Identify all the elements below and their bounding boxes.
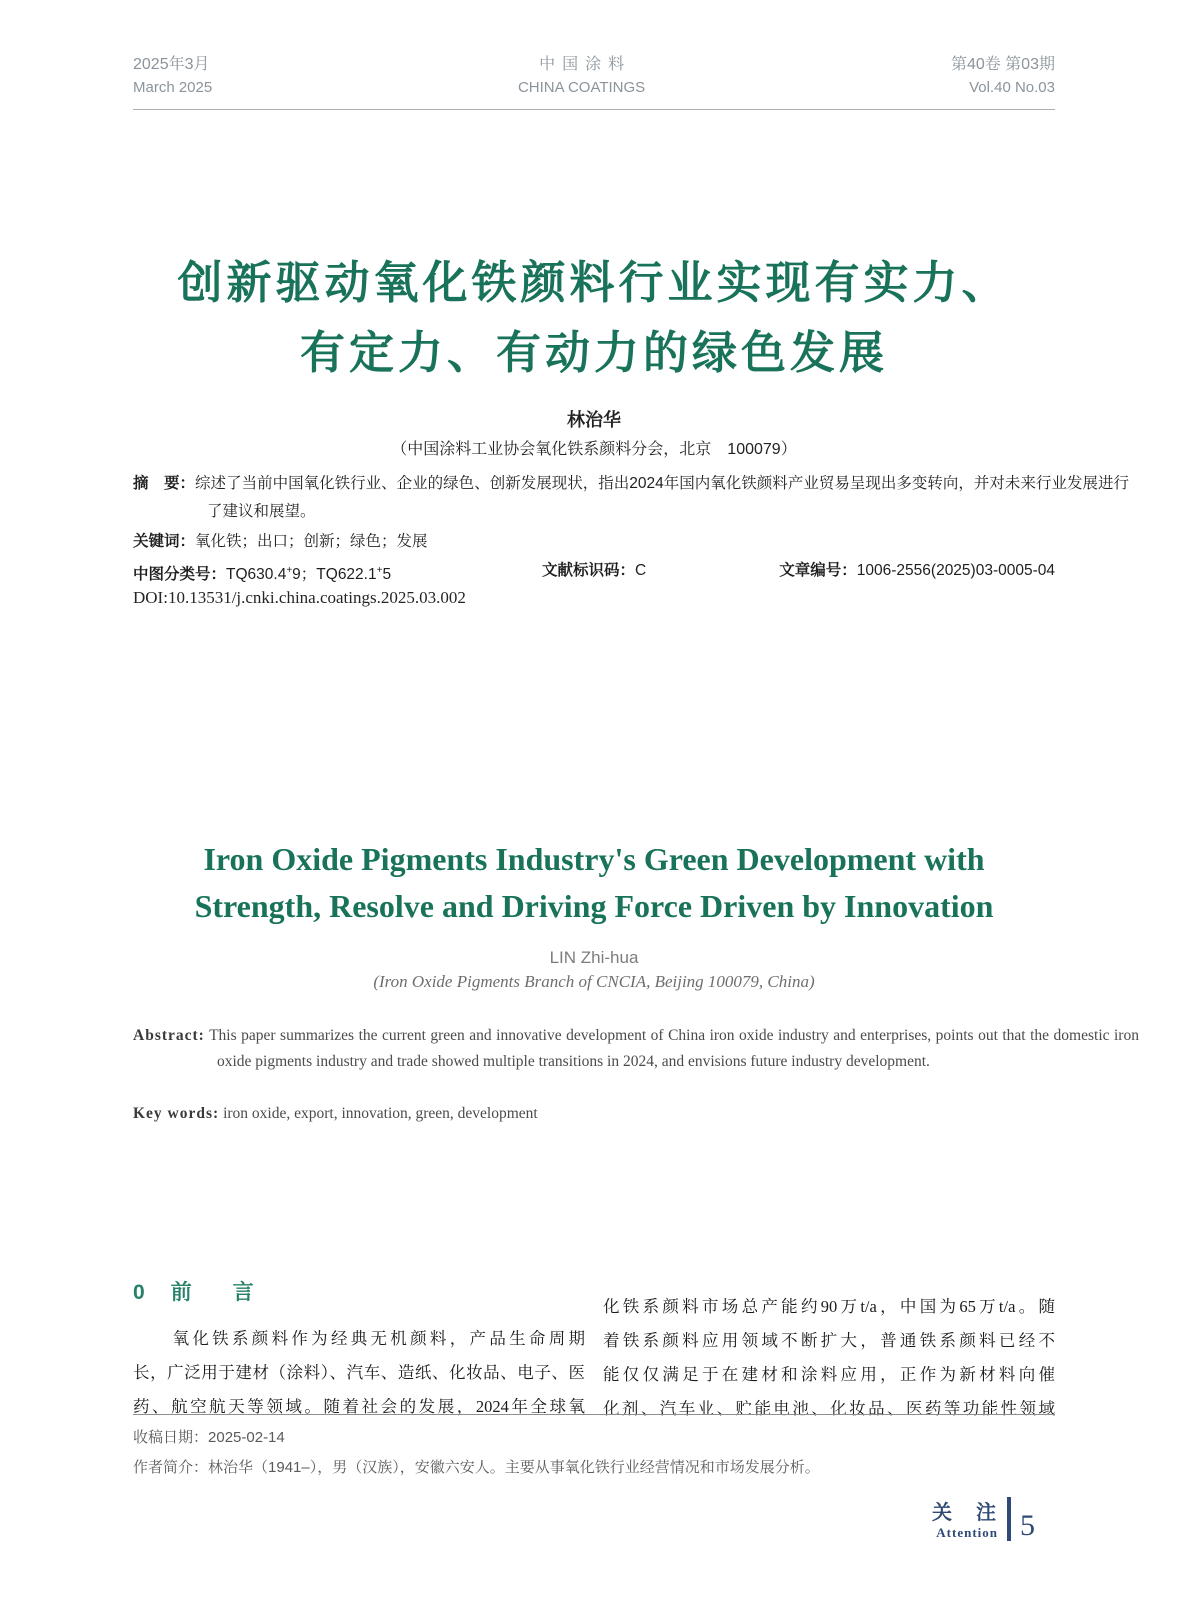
document-code-label: 文献标识码：: [542, 562, 636, 579]
article-title-en: [133, 836, 1055, 930]
keywords-en: [133, 1101, 1055, 1127]
header-date-en: March 2025: [133, 79, 213, 96]
title-en-line2: Strength, Resolve and Driving Force Driven by Innovation: [194, 888, 994, 924]
clc-sup2: +: [376, 565, 383, 576]
header-date-cn: 2025年3月: [133, 56, 210, 73]
keywords-cn-label: 关键词：: [133, 533, 196, 550]
abstract-en-text: This paper summarizes the current green and innovative development of China iron oxide industry and enterprises, points out that the domestic iron oxide pigments industry and trade showed multiple transitions in 2024, and envisions future industry development.: [209, 1027, 1139, 1070]
doi: DOI:10.13531/j.cnki.china.coatings.2025.03.002: [133, 588, 466, 607]
title-en-line1: Iron Oxide Pigments Industry's Green Development with: [203, 841, 985, 877]
document-code-value: C: [635, 562, 647, 579]
journal-header: [133, 52, 1055, 110]
page-number: 5: [1020, 1509, 1035, 1542]
author-bio-text: 林治华（1941–），男（汉族），安徽六安人。主要从事氧化铁行业经营情况和市场发展分析。: [208, 1459, 820, 1476]
page-marker-labels: [932, 1501, 998, 1541]
page-marker: [932, 1497, 1035, 1541]
affiliation-cn: （中国涂料工业协会氧化铁系颜料分会，北京 100079）: [391, 441, 797, 458]
author-name-cn: 林治华: [567, 410, 621, 430]
abstract-en: [133, 1023, 1139, 1075]
article-number-label: 文章编号：: [779, 562, 857, 579]
keywords-en-label: Key words:: [133, 1105, 220, 1122]
section-number: 0: [133, 1281, 145, 1304]
text-line: 着铁系颜料应用领域不断扩大，普通铁系颜料已经不: [603, 1331, 1055, 1350]
page-marker-bar: [1007, 1497, 1011, 1541]
abstract-en-label: Abstract:: [133, 1027, 205, 1044]
header-issue-en: Vol.40 No.03: [969, 79, 1055, 96]
clc-number: [133, 557, 391, 589]
clc-label: 中图分类号：: [133, 566, 227, 584]
text-line: 长，广泛用于建材（涂料）、汽车、造纸、化妆品、电子、医: [133, 1363, 585, 1382]
author-name-en: LIN Zhi-hua: [549, 948, 639, 967]
header-journal-block: [518, 52, 645, 99]
footnote-divider: [133, 1414, 1055, 1415]
title-cn-line1: 创新驱动氧化铁颜料行业实现有实力、: [177, 257, 1011, 308]
column-right: [603, 1276, 1055, 1426]
text-line: 化剂、汽车业、贮能电池、化妆品、医药等功能性领域: [603, 1399, 1055, 1418]
column-name-cn: 关 注: [932, 1502, 998, 1524]
author-bio: [133, 1456, 1055, 1480]
article-title-cn: [133, 248, 1055, 388]
header-issue-cn: 第40卷 第03期: [950, 56, 1055, 73]
text-line: 氧化铁系颜料作为经典无机颜料，产品生命周期: [133, 1329, 585, 1348]
header-issue-block: [951, 52, 1055, 99]
article-number: [779, 557, 1055, 585]
section-title: 前 言: [170, 1281, 264, 1304]
journal-name-en: CHINA COATINGS: [517, 79, 646, 96]
clc-sup1: +: [286, 565, 293, 576]
keywords-cn: [133, 528, 1055, 556]
clc-part1: TQ630.4: [226, 566, 287, 584]
received-date-value: 2025-02-14: [208, 1429, 285, 1446]
text-line: 药、航空航天等领域。随着社会的发展，2024年全球氧: [133, 1397, 585, 1416]
abstract-cn: [133, 470, 1129, 526]
journal-name-cn: 中国涂料: [539, 56, 632, 73]
received-date-label: 收稿日期：: [133, 1429, 209, 1446]
affiliation-en: (Iron Oxide Pigments Branch of CNCIA, Beijing 100079, China): [373, 972, 815, 991]
clc-part3: 5: [382, 566, 392, 584]
column-left: [133, 1276, 585, 1426]
clc-part2: 9；TQ622.1: [292, 566, 377, 584]
received-date: [133, 1426, 1055, 1450]
classification-row: [133, 557, 1055, 583]
intro-section: [133, 1276, 1055, 1426]
article-number-value: 1006-2556(2025)03-0005-04: [856, 562, 1055, 579]
keywords-cn-text: 氧化铁；出口；创新；绿色；发展: [195, 533, 428, 550]
document-code: [542, 557, 646, 585]
text-line: 能仅仅满足于在建材和涂料应用，正作为新材料向催: [603, 1365, 1055, 1384]
keywords-en-text: iron oxide, export, innovation, green, development: [223, 1105, 538, 1122]
author-bio-label: 作者简介：: [133, 1459, 209, 1476]
column-name-en: Attention: [936, 1525, 998, 1540]
section-heading: [133, 1276, 585, 1310]
header-date-block: [133, 52, 212, 99]
title-cn-line2: 有定力、有动力的绿色发展: [299, 327, 888, 378]
abstract-cn-label: 摘 要：: [133, 475, 196, 492]
text-line: 化铁系颜料市场总产能约90万t/a，中国为65万t/a。随: [603, 1297, 1055, 1316]
abstract-cn-text: 综述了当前中国氧化铁行业、企业的绿色、创新发展现状，指出2024年国内氧化铁颜料产业贸易呈现出多变转向，并对未来行业发展进行了建议和展望。: [195, 475, 1129, 520]
